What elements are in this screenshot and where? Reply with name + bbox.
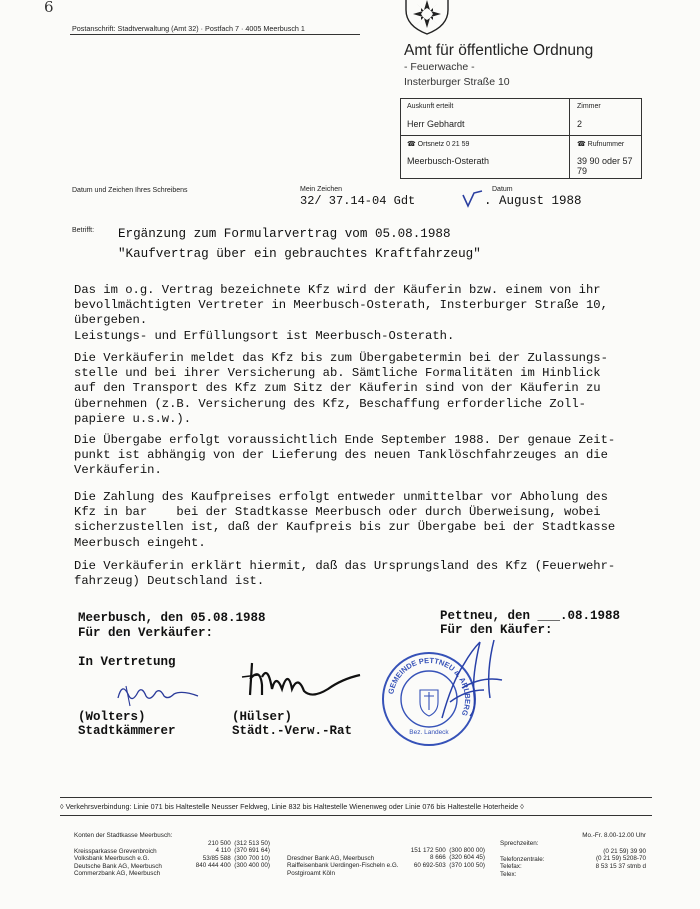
ortsnetz-label: ☎ Ortsnetz 0 21 59 <box>407 141 470 148</box>
bank-row: Volksbank Meerbusch e.G. 4 110 (370 691 64) <box>74 847 270 863</box>
handwritten-check-mark <box>462 190 484 208</box>
datum-value: . August 1988 <box>484 194 582 208</box>
bank-row: Deutsche Bank AG, Meerbusch 53/85 588 (300 700 10) <box>74 854 270 870</box>
signature-huelser <box>238 655 378 705</box>
bank-row: Postgiroamt Köln 60 692-503 (370 100 50) <box>287 861 485 877</box>
seller-in-vertretung: In Vertretung <box>78 655 176 669</box>
telex-label: Telex: <box>500 870 517 878</box>
svg-text:GEMEINDE PETTNEU a. ARLBERG: GEMEINDE PETTNEU a. ARLBERG <box>386 655 473 718</box>
buyer-place-date: Pettneu, den ___.08.1988 <box>440 609 621 623</box>
telex-value: 8 53 15 37 stmb d <box>595 862 646 870</box>
sprechzeiten-block <box>500 832 646 878</box>
mein-zeichen-value: 32/ 37.14-04 Gdt <box>300 194 416 208</box>
zimmer-value: 2 <box>577 119 583 129</box>
sprechzeiten-value: Mo.-Fr. 8.00-12.00 Uhr <box>582 832 646 839</box>
subject-line-1: Ergänzung zum Formularvertrag vom 05.08.1988 <box>118 227 451 241</box>
telefax-label: Telefax: <box>500 863 522 871</box>
bank-row: Commerzbank AG, Meerbusch 840 444 400 (300 400 00) <box>74 862 270 878</box>
phone-icon: ☎ <box>407 141 418 148</box>
ihr-zeichen-label: Datum und Zeichen Ihres Schreibens <box>72 187 188 194</box>
sender-address-line: Postanschrift: Stadtverwaltung (Amt 32) · Postfach 7 · 4005 Meerbusch 1 <box>72 24 305 33</box>
body-paragraph-5: Die Verkäuferin erklärt hiermit, daß das Ursprungsland des Kfz (Feuerwehr- fahrzeug) Deutschland ist. <box>74 559 616 589</box>
auskunft-label: Auskunft erteilt <box>407 103 454 110</box>
phone-icon: ☎ <box>577 141 588 148</box>
circle-arrow-icon: ◊ <box>518 802 524 811</box>
seller-party-label: Für den Verkäufer: <box>78 626 214 640</box>
office-street: Insterburger Straße 10 <box>404 76 510 88</box>
bank-row: Kreissparkasse Grevenbroich 210 500 (312 513 50) <box>74 840 270 855</box>
telefonzentrale-value: (0 21 59) 39 90 <box>603 848 646 855</box>
bank-column-1 <box>74 840 270 878</box>
body-paragraph-3: Die Übergabe erfolgt voraussichtlich Ende September 1988. Der genaue Zeit- punkt ist abhängig von der Lieferung des neuen Tanklöschfahrzeuges an die Verkäuferin. <box>74 433 616 478</box>
mein-zeichen-label: Mein Zeichen <box>300 186 343 193</box>
office-department: - Feuerwache - <box>404 61 475 73</box>
footer-rule-bottom <box>60 815 652 816</box>
contact-box <box>400 98 642 179</box>
body-paragraph-2: Die Verkäuferin meldet das Kfz bis zum Übergabetermin bei der Zulassungs- stelle und bei ihrer Versicherung ab. Sämtliche Formalitäten im Hinblick auf den Transport des Kfz zum Sitz der Käuferin sind von der Käuferin zu übernehmen (z.B. Versicherung des Kfz, Beschaffung erforderliche Zoll- papiere u.s.w.). <box>74 351 608 426</box>
telefax-value: (0 21 59) 5208-70 <box>595 855 646 863</box>
subject-line-2: "Kaufvertrag über ein gebrauchtes Kraftfahrzeug" <box>118 247 481 261</box>
signature-wolters <box>112 680 202 710</box>
office-name: Amt für öffentliche Ordnung <box>404 42 594 59</box>
corner-mark: 6 <box>44 0 54 16</box>
sender-rule <box>70 34 360 35</box>
seller-title-huelser: Städt.-Verw.-Rat <box>232 724 353 738</box>
datum-label: Datum <box>492 186 513 193</box>
konten-label: Konten der Stadtkasse Meerbusch: <box>74 832 173 839</box>
bank-column-2 <box>287 847 485 877</box>
seller-title-wolters: Stadtkämmerer <box>78 724 176 738</box>
circle-arrow-icon: ◊ <box>60 802 66 811</box>
auskunft-value: Herr Gebhardt <box>407 119 465 129</box>
footer-rule-top <box>60 797 652 798</box>
body-paragraph-4: Die Zahlung des Kaufpreises erfolgt entweder unmittelbar vor Abholung des Kfz in bar bei der Stadtkasse Meerbusch oder durch Überweisung, wobei sicherzustellen ist, daß der Kaufpreis bis zur Übergabe bei der Stadtkasse Meerbusch eingeht. <box>74 490 616 550</box>
signature-buyer <box>432 632 512 726</box>
bank-row: Dresdner Bank AG, Meerbusch 151 172 500 (300 800 00) <box>287 847 485 862</box>
seller-name-huelser: (Hülser) <box>232 710 293 724</box>
sprechzeiten-label: Sprechzeiten: <box>500 840 539 847</box>
coat-of-arms-icon <box>402 0 452 36</box>
bank-row: Raiffeisenbank Uerdingen-Fischeln e.G. 8 666 (320 604 45) <box>287 854 485 870</box>
zimmer-label: Zimmer <box>577 103 601 110</box>
subject-label: Betrifft: <box>72 227 95 234</box>
svg-text:Bez. Landeck: Bez. Landeck <box>409 729 449 736</box>
office-heading <box>404 42 593 88</box>
body-paragraph-1: Das im o.g. Vertrag bezeichnete Kfz wird der Käuferin bzw. einem von ihr bevollmächtigten Vertreter in Meerbusch-Osterath, Insterburger Straße 10, übergeben. Leistungs- und Erfüllungsort ist Meerbusch-Osterath. <box>74 283 608 343</box>
seller-place-date: Meerbusch, den 05.08.1988 <box>78 611 266 625</box>
rufnummer-value: 39 90 oder 57 79 <box>577 156 633 176</box>
rufnummer-label: ☎ Rufnummer <box>577 141 625 148</box>
telefonzentrale-label: Telefonzentrale: <box>500 856 545 863</box>
seller-name-wolters: (Wolters) <box>78 710 146 724</box>
ortsnetz-value: Meerbusch-Osterath <box>407 156 490 166</box>
buyer-party-label: Für den Käufer: <box>440 623 553 637</box>
transit-info: ◊ Verkehrsverbindung: Linie 071 bis Haltestelle Neusser Feldweg, Linie 832 bis Haltestelle Wienenweg oder Linie 076 bis Haltestelle Hoterheide ◊ <box>60 802 524 811</box>
